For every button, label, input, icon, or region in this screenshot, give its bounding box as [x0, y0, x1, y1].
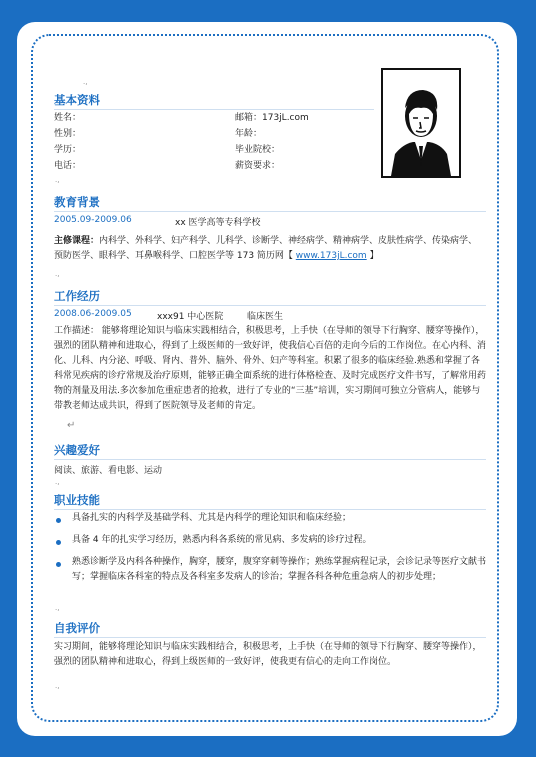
- profile-photo: [381, 68, 461, 178]
- divider: [54, 509, 486, 510]
- courses-label: 主修课程：: [54, 236, 100, 246]
- work-company: xxx91 中心医院: [157, 312, 224, 322]
- gender-label: 性别：: [54, 129, 82, 139]
- skill-item: 具备扎实的内科学及基础学科、尤其是内科学的理论知识和临床经验；: [72, 513, 352, 523]
- courses-text: 内科学、外科学、妇产科学、儿科学、诊断学、神经病学、精神病学、皮肤性病学、传染病学、预防医学、眼科学、耳鼻喉科学、口腔医学等 173 简历网【: [54, 236, 478, 261]
- work-period: 2008.06-2009.05: [54, 309, 132, 319]
- bullet-icon: [56, 562, 61, 567]
- return-icon: ↵: [67, 420, 76, 431]
- courses-paragraph: [54, 234, 486, 264]
- age-label: 年龄：: [235, 129, 263, 139]
- skill-item: 熟悉诊断学及内科各种操作，胸穿，腰穿，腹穿穿刺等操作；熟练掌握病程记录，会诊记录等医疗文献书写；掌握临床各科室的特点及各科室多发病人的诊治；掌握各科各种危重急病人的初步处理；: [72, 557, 487, 582]
- divider: [54, 637, 486, 638]
- site-link[interactable]: www.173jL.com: [295, 251, 367, 261]
- work-position: 临床医生: [247, 312, 284, 322]
- bullet-icon: [56, 518, 61, 523]
- divider: [54, 459, 486, 460]
- divider: [54, 305, 486, 306]
- salary-label: 薪资要求：: [235, 161, 281, 171]
- paragraph-mark: .,: [55, 682, 60, 690]
- bullet-icon: [56, 540, 61, 545]
- self-eval-text: 实习期间，能够将理论知识与临床实践相结合，积极思考，上手快（在导师的领导下行胸穿、腰穿等操作），强烈的团队精神和进取心，得到上级医师的一致好评，使我更有信心的走向工作岗位。: [54, 642, 482, 667]
- email-label: 邮箱：173jL.com: [235, 113, 309, 123]
- basic-info-heading: 基本资料: [54, 93, 100, 107]
- courses-end: 】: [369, 251, 379, 261]
- education-label: 学历：: [54, 145, 82, 155]
- name-label: 姓名：: [54, 113, 82, 123]
- phone-label: 电话：: [54, 161, 82, 171]
- paragraph-mark: .,: [83, 78, 88, 86]
- paragraph-mark: .,: [55, 176, 60, 184]
- skills-heading: 职业技能: [54, 493, 100, 507]
- hobbies-text: 阅读、旅游、看电影、运动: [54, 466, 163, 476]
- resume-page: [17, 22, 517, 736]
- self-eval-heading: 自我评价: [54, 621, 100, 635]
- divider: [54, 211, 486, 212]
- work-heading: 工作经历: [54, 289, 100, 303]
- education-school: xx 医学高等专科学校: [175, 218, 261, 228]
- portrait-icon: [383, 70, 459, 176]
- paragraph-mark: .,: [55, 604, 60, 612]
- school-label: 毕业院校：: [235, 145, 281, 155]
- education-heading: 教育背景: [54, 195, 100, 209]
- hobbies-heading: 兴趣爱好: [54, 443, 100, 457]
- skill-item: 具备 4 年的扎实学习经历，熟悉内科各系统的常见病、多发病的诊疗过程。: [72, 535, 372, 545]
- work-description: 工作描述： 能够将理论知识与临床实践相结合，积极思考，上手快（在导师的领导下行胸穿、腰穿等操作），强烈的团队精神和进取心，得到了上级医师的一致好评，使我信心百倍的走向今后的工作岗位。在心内科、消化、儿科、内分泌、呼吸、肾内、普外、脑外、骨外、妇产等科室。积累了很多的临床经验.熟悉和掌握了各科常见疾病的诊疗常规及治疗原则，能够正确全面系统的进行体格检查、及时完成医疗文件书写，了解常用药物的剂量及用法.多次参加危重症患者的抢救，进行了专业的“三基”培训，实习期间可独立分管病人，能够与带教老师达成共识，得到了医院领导及老师的肯定。: [54, 326, 487, 411]
- paragraph-mark: .,: [55, 478, 60, 486]
- divider: [54, 109, 374, 110]
- paragraph-mark: .,: [55, 270, 60, 278]
- education-period: 2005.09-2009.06: [54, 215, 132, 225]
